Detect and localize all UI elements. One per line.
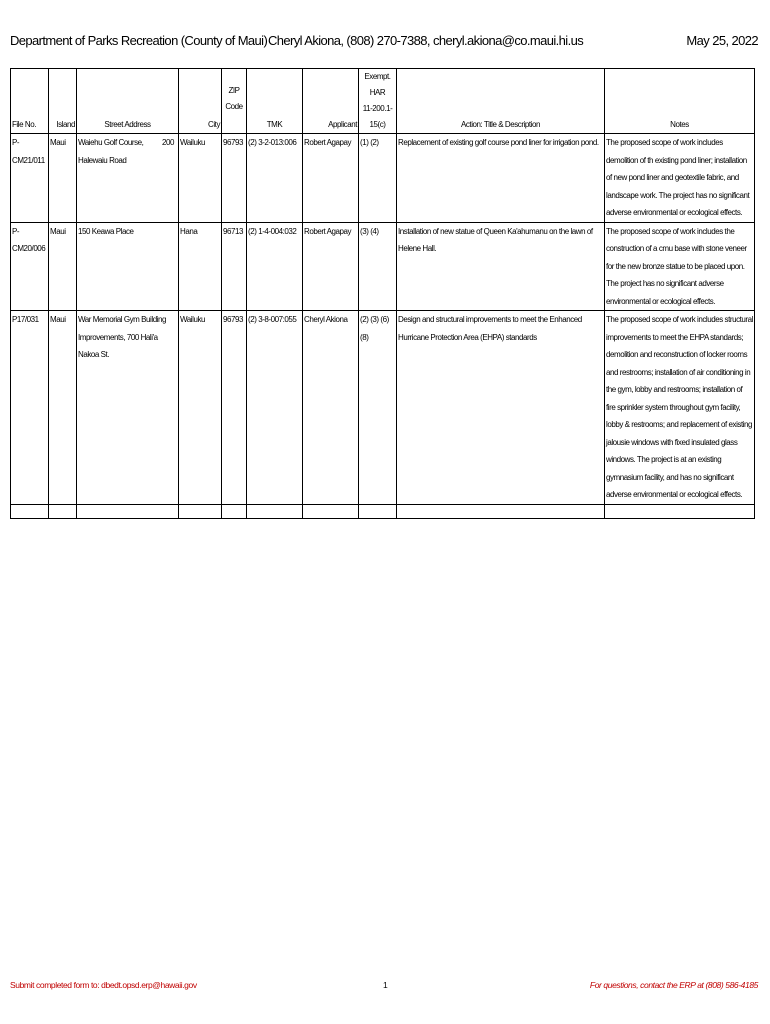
questions-contact: For questions, contact the ERP at (808) 586-4185	[589, 980, 758, 990]
cell-empty	[359, 504, 397, 518]
col-header-exempt-line1: Exempt. HAR	[364, 72, 391, 97]
table-row	[11, 134, 755, 223]
col-header-exempt-line2: 11-200.1-	[362, 104, 393, 113]
col-header-file-no: File No.	[11, 69, 49, 134]
cell-empty	[397, 504, 605, 518]
cell-notes: The proposed scope of work includes structural improvements to meet the EHPA standards; demolition and reconstruction of locker rooms and restrooms; installation of air conditioning in the gym, lobby and restrooms; installation of fire sprinkler system throughout gym facility, lobby & restrooms; and replacement of existing jalousie windows with fixed insulated glass windows. The project is at an existing gymnasium facility, and has no significant adverse environmental or ecological effects.	[605, 311, 755, 505]
cell-empty	[77, 504, 179, 518]
cell-action: Replacement of existing golf course pond liner for irrigation pond.	[397, 134, 605, 223]
page-header	[10, 33, 758, 53]
cell-zip: 96793	[222, 311, 247, 505]
table-row	[11, 222, 755, 311]
col-header-zip	[222, 69, 247, 134]
col-header-zip-line1: ZIP	[228, 86, 240, 95]
cell-applicant: Cheryl Akiona	[303, 311, 359, 505]
cell-notes: The proposed scope of work includes the construction of a cmu base with stone veneer for the new bronze statue to be placed upon. The project has no significant adverse environmental or ecological effects.	[605, 222, 755, 311]
cell-island: Maui	[49, 311, 77, 505]
page-number: 1	[383, 980, 388, 990]
cell-exempt: (1) (2)	[359, 134, 397, 223]
col-header-action: Action: Title & Description	[397, 69, 605, 134]
col-header-exempt	[359, 69, 397, 134]
page-footer	[10, 980, 758, 994]
cell-applicant: Robert Agapay	[303, 134, 359, 223]
cell-island: Maui	[49, 134, 77, 223]
cell-notes: The proposed scope of work includes demolition of th existing pond liner; installation of new pond liner and geotextile fabric, and landscape work. The project has no significant adverse environmental or ecological effects.	[605, 134, 755, 223]
cell-zip: 96713	[222, 222, 247, 311]
cell-tmk: (2) 3-8-007:055	[247, 311, 303, 505]
cell-file-no: P-CM20/006	[11, 222, 49, 311]
cell-street-line1: Waiehu Golf Course,	[78, 138, 144, 147]
cell-empty	[49, 504, 77, 518]
report-date: May 25, 2022	[686, 33, 758, 48]
col-header-exempt-line3: 15(c)	[369, 120, 386, 129]
col-header-island: Island	[49, 69, 77, 134]
cell-applicant: Robert Agapay	[303, 222, 359, 311]
department-name: Department of Parks Recreation (County of Maui)	[10, 33, 268, 48]
submit-instructions: Submit completed form to: dbedt.opsd.erp@hawaii.gov	[10, 980, 197, 990]
col-header-notes: Notes	[605, 69, 755, 134]
col-header-zip-line2: Code	[225, 102, 243, 111]
cell-empty	[303, 504, 359, 518]
contact-info: Cheryl Akiona, (808) 270-7388, cheryl.akiona@co.maui.hi.us	[268, 33, 584, 48]
cell-city: Wailuku	[179, 134, 222, 223]
cell-action: Design and structural improvements to meet the Enhanced Hurricane Protection Area (EHPA) standards	[397, 311, 605, 505]
table-row-empty	[11, 504, 755, 518]
cell-exempt: (3) (4)	[359, 222, 397, 311]
cell-street-address: War Memorial Gym Building Improvements, 700 Hali'a Nakoa St.	[77, 311, 179, 505]
cell-file-no: P17/031	[11, 311, 49, 505]
cell-city: Wailuku	[179, 311, 222, 505]
cell-empty	[222, 504, 247, 518]
col-header-applicant: Applicant	[303, 69, 359, 134]
cell-action: Installation of new statue of Queen Ka'ahumanu on the lawn of Helene Hall.	[397, 222, 605, 311]
col-header-street-address: Street Address	[77, 69, 179, 134]
col-header-tmk: TMK	[247, 69, 303, 134]
cell-file-no: P-CM21/011	[11, 134, 49, 223]
cell-zip: 96793	[222, 134, 247, 223]
cell-street-address: 150 Keawa Place	[77, 222, 179, 311]
cell-tmk: (2) 3-2-013:006	[247, 134, 303, 223]
cell-empty	[11, 504, 49, 518]
cell-street-line2: Halewaiu Road	[78, 155, 127, 165]
table-row	[11, 311, 755, 505]
cell-island: Maui	[49, 222, 77, 311]
cell-city: Hana	[179, 222, 222, 311]
cell-empty	[179, 504, 222, 518]
cell-tmk: (2) 1-4-004:032	[247, 222, 303, 311]
cell-street-address	[77, 134, 179, 223]
cell-empty	[605, 504, 755, 518]
exemption-table	[10, 68, 755, 519]
table-header-row	[11, 69, 755, 134]
col-header-city: City	[179, 69, 222, 134]
cell-exempt: (2) (3) (6) (8)	[359, 311, 397, 505]
cell-empty	[247, 504, 303, 518]
cell-street-number: 200	[162, 138, 174, 147]
